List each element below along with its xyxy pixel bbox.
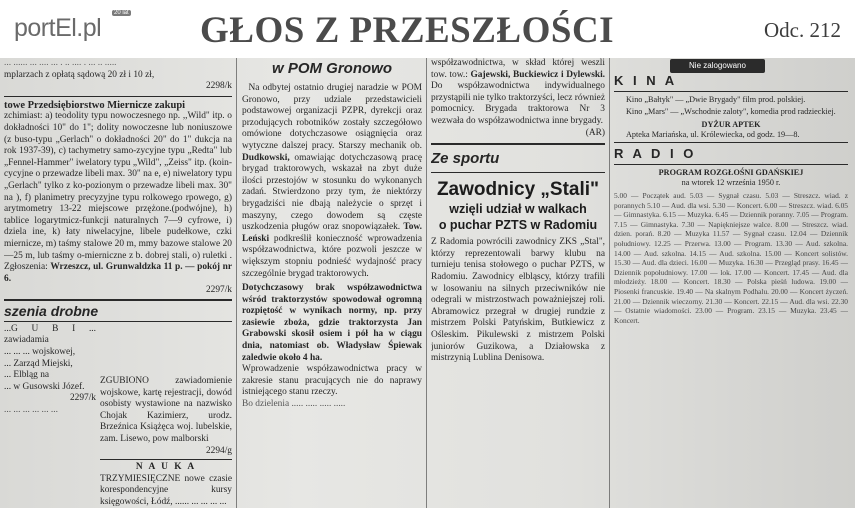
- article-footer: Bo dzielenia ..... ..... ..... .....: [242, 399, 346, 410]
- small-ads-list: [4, 324, 96, 417]
- ad-code: 2297/k: [205, 285, 232, 296]
- divider: [614, 91, 848, 92]
- article-text: Na odbytej ostatnio drugiej naradzie w POM Gronowo, przy udziale przedstawicieli podstawowej organizacji PZPR, dyrekcji oraz przodujących robotników zostały szczegółowo omówione dotychczasowe osiągnięcia oraz wytyczne dalszej pracy. Starszy mechanik ob.: [242, 83, 422, 151]
- column-sport: [431, 58, 605, 508]
- divider: [431, 143, 605, 145]
- ad-body: [4, 111, 232, 285]
- site-header: [0, 0, 855, 59]
- small-ad-lost-documents: ZGUBIONO zawiadomienie wojskowe, kartę rejestracji, dowód osobisty wystawione na nazwisko Chojak Kazimierz, urodz. Brzeźnica Książęca woj. lubelskie, zam. Lisewo, pow malborski: [100, 376, 232, 444]
- column-rule: [426, 58, 427, 508]
- article-text: współzawodnictwa, w skład której weszli tow. tow.:: [431, 58, 605, 80]
- article-name: Tow. Leński: [242, 222, 422, 244]
- article-paragraph: [242, 83, 422, 280]
- small-ad-code: 2294/g: [205, 445, 232, 456]
- logo-anniversary-badge: 20 lat: [114, 10, 129, 16]
- article-text: omawiając dotychczasową pracę brygad traktorowych, wskazał na zbyt duże ilości przestojów w stosunku do wykonanych zadań. Stwierdzono przy tym, że niektórzy brygadziści nie dbają należycie o sprzęt i maszyny, czego dowodem są częste uszkodzenia pługów oraz snopowiązałek.: [242, 152, 422, 233]
- article-body: Z Radomia powrócili zawodnicy ZKS „Stal", którzy reprezentowali barwy klubu na turnieju tenisa stołowego o puchar PZTS, w Radomiu. Zawodnicy elbląscy, którzy trafili w losowaniu na silnych przeciwników nie odegrali w mistrzostwach poważniejszej roli. Abramowicz przegrał w drugiej rundzie z mistrzem Polski Patyńskim, Butkiewicz z Ośleskim. Pikulewski z mistrzem Polski juniorów Guzikowa, a Działowska z mistrzynią Lublina Denisowa.: [431, 237, 605, 364]
- ad-body-text: zchimiast: a) teodolity typu nowoczesnego np. ,,Wild" itp. o dokładności 10" do 1"; dolity nowoczesne lub noniuszowe (z buso-typu „Gerlach" o dokładności 20" do 1" dukcja na rok 1937-39), c) tachymetry samo-zycyjne typu „Redta" lub „Fennel-Hammer" iwelatory typu „Wild", „Zeiss" itp. (koin-cycyjne o przewadze libeli max. 30" na e, e) niwelatory typu „Gerlach" tylko z ko-pozionym o przewadze libeli max. 30" na ), f) planimetry precyzyjne typu rolkowego rpowego, g) arytmometry 13-22 miejscowe przężone.(podwójne), h) tablice logarytmicz-funkcji naturalnych 7—9 cyfrowe, i) dziela ine, k) łaty niwelacyjne, libele pudełkowe, czki miernicze, m) taśmy stalowe 20 m, mmy bazowe stalowe 20—25 m, lub taśmy o-mierniczne z b. dobrej stali, o) ruletki . Zgłoszenia:: [4, 111, 232, 273]
- divider: [4, 321, 232, 322]
- article-heading: w POM Gronowo: [272, 60, 392, 77]
- article-paragraph: [431, 58, 605, 128]
- article-signature: (AR): [585, 127, 605, 138]
- small-ad-line: ... ... ... wojskowej,: [4, 347, 76, 358]
- small-ad-title: N A U K A: [135, 462, 197, 473]
- small-ad-code: 2297/k: [69, 393, 96, 404]
- site-logo[interactable]: portEl.pl: [14, 14, 102, 42]
- ad-heading: towe Przedsiębiorstwo Miernicze zakupi: [4, 99, 186, 111]
- article-text: Do współzawodnictwa indywidualnego przystąpili nie tylko traktorzyści, lecz również pomocnicy. Brygada traktorowa Nr 3 wezwała do współzawodnictwa inne brygady.: [431, 81, 605, 126]
- small-ad-courses: TRZYMIESIĘCZNE nowe czasie korespondencyjne kursy księgowości, Łódź, ...... ... ... ... ...: [100, 473, 232, 507]
- ad-code: 2298/k: [205, 81, 232, 92]
- divider: [614, 142, 848, 143]
- program-date: na wtorek 12 września 1950 r.: [681, 178, 781, 187]
- article-names: Gajewski, Buckiewicz i Dylewski.: [470, 69, 605, 80]
- article-name: Dudkowski,: [242, 152, 290, 163]
- divider: [4, 96, 232, 97]
- column-rule: [236, 58, 237, 508]
- pharmacy-listing: Apteka Mariańska, ul. Królewiecka, od godz. 19—8.: [626, 130, 800, 139]
- small-ad-line: ...G U B I ... zawiadamia: [4, 323, 96, 346]
- small-ad-line: ... ... ... ... ... ...: [4, 405, 58, 416]
- divider: [4, 299, 232, 301]
- program-title: PROGRAM ROZGŁOŚNI GDAŃSKIEJ: [658, 168, 804, 177]
- column-listings: [614, 58, 848, 508]
- section-title-radio: R A D I O: [614, 146, 697, 161]
- program-schedule: 5.00 — Początek aud. 5.03 — Sygnał czasu. 5.03 — Streszcz. wiad. z porannych 5.10 — Aud. dla wsi. 5.30 — Koncert. 6.00 — Streszcz. wiad. 6.05 — Gimnastyka. 6.15 — Muzyka. 6.45 — Dziennik poranny. 7.05 — Program. 7.15 — Gimnastyka. 7.30 — Napiękniejsze walce. 8.00 — Streszcz. wiad. dzien. porań. 8.20 — Muzyka 11.57 — Sygnał czasu. 12.04 — Dziennik południowy. 12.25 — Przerwa. 13.00 — Program. 13.30 — Aud. szkolna. 14.00 — Aud. szkolna. 14.15 — Aud. szkolna. 15.00 — Koncert solistów. 15.30 — Aud. dla dzieci. 16.00 — Muzyka. 16.30 — Przegląd prasy. 16.45 — Dziennik popołudniowy. 17.00 — lok. 17.00 — Koncert. 17.45 — Aud. dla młodzieży. 18.00 — Koncert. 18.30 — Polska pieśń ludowa. 19.00 — Piosenki francuskie. 19.40 — Na skalnym Podhalu. 20.00 — Koncert życzeń. 21.00 — Dziennik wieczorny. 21.30 — Koncert. 22.15 — Aud. dla wsi. 22.30 — Ostatnie wiadomości. 23.00 — Program. 23.15 — Muzyka. 23.45 — Koncert.: [614, 191, 848, 325]
- article-paragraph-bold: Dotychczasowy brak współzawodnictwa wśród traktorzystów spowodował ogromną rozpiętość w wynikach normy, np. przy zasiewie zboża, gdzie traktorzysta Jan Grabowski skosił osiem i pół ha w ciągu dnia, natomiast ob. Władysław Śpiewak zaledwie około 4 ha.: [242, 283, 422, 363]
- section-title-pharmacy: DYŻUR APTEK: [701, 120, 761, 129]
- column-top-line-2: mplarzach z opłatą sądową 20 zł i 10 zł,: [4, 69, 155, 80]
- page-title: GŁOS Z PRZESZŁOŚCI: [200, 10, 615, 51]
- small-ad-line: ... Elbląg na: [4, 370, 50, 381]
- ad-contact: Wrzeszcz, ul. Grunwaldzka 11 p. — pokój nr 6.: [4, 262, 232, 284]
- divider: [431, 172, 605, 173]
- small-ad-line: ... w Gusowski Józef.: [4, 381, 85, 392]
- column-pom-gronowo: [242, 58, 422, 508]
- subheadline: o puchar PZTS w Radomiu: [438, 218, 598, 233]
- section-title-sport: Ze sportu: [431, 150, 500, 168]
- divider: [614, 164, 848, 165]
- section-title-cinema: K I N A: [614, 73, 678, 88]
- article-text: podkreślił konieczność wprowadzenia współzawodnictwa, które pozwoli jeszcze w większym stopniu podnieść wydajność pracy szczególnie brygad traktorowych.: [242, 233, 422, 279]
- article-paragraph: Wprowadzenie współzawodnictwa pracy w zakresie stanu pracujących nie do naprawy istniejącego stanu rzeczy.: [242, 364, 422, 398]
- column-small-ads: [100, 376, 232, 508]
- cinema-listing: Kino „Mars" — „Wschodnie zaloty", komedia prod radzieckiej.: [626, 107, 836, 116]
- headline: Zawodnicy „Stali": [436, 179, 600, 201]
- column-rule: [609, 58, 610, 508]
- small-ad-line: ... Zarząd Miejski,: [4, 358, 73, 369]
- subheadline: wzięli udział w walkach: [449, 202, 587, 217]
- newspaper-scan: [0, 58, 855, 508]
- section-title-small-ads: szenia drobne: [4, 302, 99, 319]
- episode-number: Odc. 212: [764, 18, 841, 42]
- divider: [100, 459, 232, 460]
- cinema-listing: Kino „Bałtyk" — „Dwie Brygady" film prod. polskiej.: [626, 95, 806, 104]
- column-top-line-1: ... ...... ... .... ... . .. .... . ... .. .....: [4, 58, 117, 68]
- login-status-tooltip: Nie zalogowano: [670, 59, 765, 73]
